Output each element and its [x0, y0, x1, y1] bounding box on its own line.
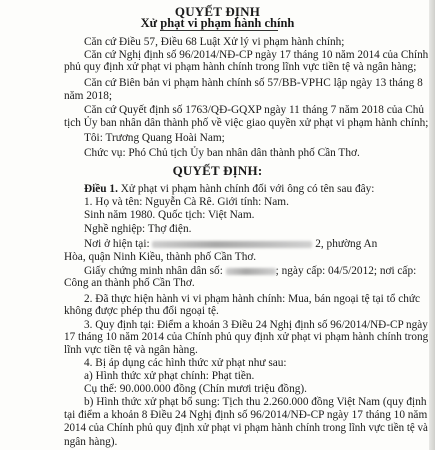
- body-line: Sinh năm 1980. Quốc tịch: Việt Nam.: [84, 209, 255, 222]
- preamble-line: năm 2018;: [64, 89, 113, 102]
- residence-label: Nơi ở hiện tại:: [84, 237, 153, 250]
- id-label: Giấy chứng minh nhân dân số:: [84, 265, 226, 277]
- body-line: Công an thành phố Cần Thơ.: [64, 277, 195, 290]
- body-line: 1. Họ và tên: Nguyễn Cà Rê. Giới tính: Nam.: [84, 196, 289, 209]
- body-line: 3. Quy định tại: Điểm a khoản 3 Điều 24 Nghị định số 96/2014/NĐ-CP ngày: [84, 319, 428, 332]
- body-line: tại điểm a khoản 8 Điều 24 Nghị định số 96/2014/NĐ-CP ngày 17 tháng 10 năm: [64, 409, 428, 422]
- signer-name: Tôi: Trương Quang Hoài Nam;: [84, 132, 225, 145]
- article-1-text: Xử phạt vi phạm hành chính đối với ông có tên sau đây:: [117, 183, 375, 195]
- preamble-line: Căn cứ Biên bản vi phạm hành chính số 57/BB-VPHC lập ngày 13 tháng 8: [84, 77, 423, 90]
- body-line: 17 tháng 10 năm 2014 của Chính phủ quy định xử phạt vi phạm hành chính trong: [64, 331, 429, 344]
- article-1-label: Điều 1.: [84, 183, 118, 195]
- decision-heading: QUYẾT ĐỊNH:: [172, 163, 263, 179]
- body-line: Nghề nghiệp: Thợ điện.: [84, 223, 192, 236]
- body-line: lĩnh vực tiền tệ và ngân hàng.: [64, 343, 198, 356]
- document-title: QUYẾT ĐỊNH: [174, 4, 261, 20]
- body-line: ngân hàng).: [64, 435, 118, 448]
- preamble-line: Căn cứ Điều 57, Điều 68 Luật Xử lý vi phạm hành chính;: [84, 36, 345, 49]
- residence-line: [84, 237, 377, 251]
- redacted-address: [152, 241, 312, 248]
- id-issue: ; ngày cấp: 04/5/2012; nơi cấp:: [275, 265, 417, 277]
- redacted-id-number: [226, 268, 276, 275]
- body-line: 2014 của Chính phủ quy định xử phạt vi phạm hành chính trong lĩnh vực tiền tệ và: [64, 422, 428, 435]
- article-1-line: [84, 182, 374, 196]
- preamble-line: Căn cứ Quyết định số 1763/QĐ-GQXP ngày 11 tháng 7 năm 2018 của Chủ: [84, 104, 425, 117]
- body-line: 2. Đã thực hiện hành vi vi phạm hành chính: Mua, bán ngoại tệ tại tổ chức: [84, 292, 421, 305]
- preamble-line: Căn cứ Nghị định số 96/2014/NĐ-CP ngày 17 tháng 10 năm 2014 của Chính: [84, 48, 429, 61]
- document-subtitle: Xử phạt vi phạm hành chính: [140, 16, 295, 31]
- residence-ward: 2, phường An: [315, 237, 378, 250]
- body-line: b) Hình thức xử phạt bổ sung: Tịch thu 2.260.000 đồng Việt Nam (quy định: [84, 396, 427, 409]
- subtitle-underline: [160, 30, 278, 31]
- body-line: Hòa, quận Ninh Kiều, thành phố Cần Thơ.: [64, 251, 257, 264]
- body-line: a) Hình thức xử phạt chính: Phạt tiền.: [84, 369, 255, 382]
- body-line: không được phép thu đổi ngoại tệ.: [64, 305, 219, 318]
- body-line: Cụ thể: 90.000.000 đồng (Chín mươi triệu đồng).: [84, 383, 307, 396]
- page-edge-shadow: [429, 0, 435, 450]
- body-line: 4. Bị áp dụng các hình thức xử phạt như sau:: [84, 356, 287, 369]
- signer-position: Chức vụ: Phó Chủ tịch Ủy ban nhân dân thành phố Cần Thơ.: [84, 146, 360, 159]
- preamble-line: tịch Ủy ban nhân dân thành phố về việc giao quyền xử phạt vi phạm hành chính;: [64, 116, 429, 129]
- preamble-line: phủ quy định xử phạt vi phạm hành chính trong lĩnh vực tiền tệ và ngân hàng;: [64, 60, 417, 73]
